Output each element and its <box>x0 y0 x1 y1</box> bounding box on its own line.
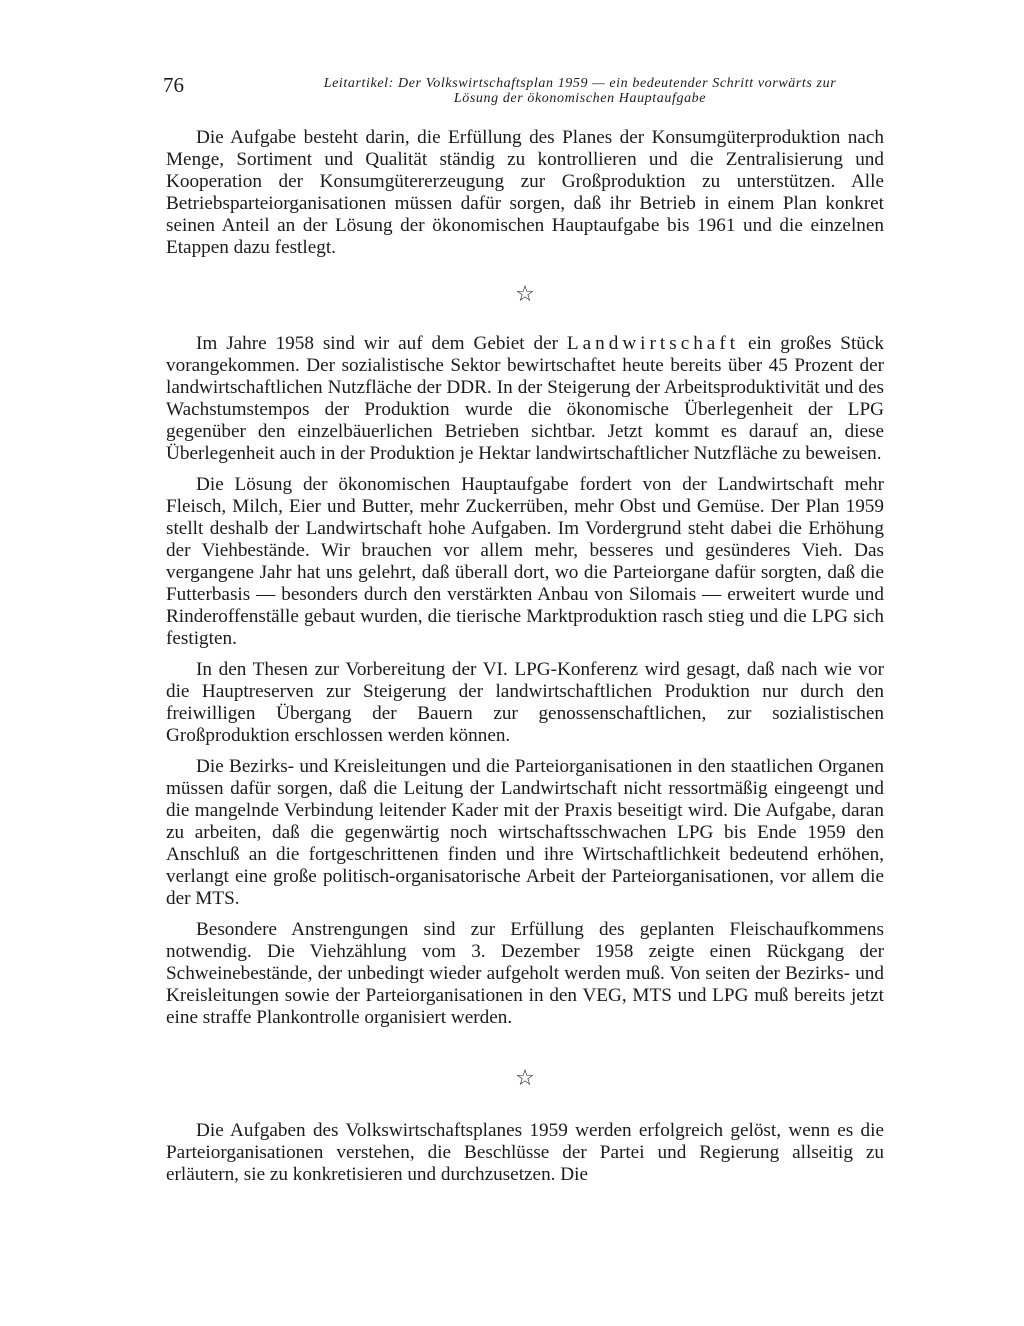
page-number: 76 <box>163 73 184 97</box>
running-head-line-1: Leitartikel: Der Volkswirtschaftsplan 1959 — ein bedeutender Schritt vorwärts zur <box>323 76 837 91</box>
section-agriculture <box>166 333 884 1038</box>
star-divider-icon: ☆ <box>515 1066 535 1091</box>
section-consumer-goods <box>166 127 884 268</box>
paragraph: Die Aufgabe besteht darin, die Erfüllung des Planes der Konsumgüterproduktion nach Menge, Sortiment und Qualität ständig zu kontrollieren und die Zentralisierung und Kooperation der Konsumgütererzeugung zur Großproduktion zu unterstützen. Alle Betriebsparteiorganisationen müssen dafür sorgen, daß ihr Betrieb in einem Plan konkret seinen Anteil an der Lösung der ökonomischen Hauptaufgabe bis 1961 und die einzelnen Etappen dazu festlegt. <box>166 127 884 258</box>
paragraph: In den Thesen zur Vorbereitung der VI. LPG-Konferenz wird gesagt, daß nach wie vor die Hauptreserven zur Steigerung der landwirtschaftlichen Produktion nur durch den freiwilligen Übergang der Bauern zur genossenschaftlichen, zur sozialistischen Großproduktion erschlossen werden können. <box>166 659 884 746</box>
paragraph: Die Bezirks- und Kreisleitungen und die Parteiorganisationen in den staatlichen Organen müssen dafür sorgen, daß die Leitung der Landwirtschaft nicht ressortmäßig eingeengt und die mangelnde Verbindung leitender Kader mit der Praxis beseitigt wird. Die Aufgabe, daran zu arbeiten, daß die gegenwärtig noch wirtschaftsschwachen LPG bis Ende 1959 den Anschluß an die fortgeschrittenen finden und ihre Wirtschaftlichkeit bedeutend erhöhen, verlangt eine große politisch-organisatorische Arbeit der Parteiorganisationen, vor allem die der MTS. <box>166 756 884 909</box>
running-head-line-2: Lösung der ökonomischen Hauptaufgabe <box>453 91 707 106</box>
paragraph: Die Lösung der ökonomischen Hauptaufgabe fordert von der Landwirtschaft mehr Fleisch, Milch, Eier und Butter, mehr Zuckerrüben, mehr Obst und Gemüse. Der Plan 1959 stellt deshalb der Landwirtschaft hohe Aufgaben. Im Vordergrund steht dabei die Erhöhung der Viehbestände. Wir brauchen vor allem mehr, besseres und gesünderes Vieh. Das vergangene Jahr hat uns gelehrt, daß überall dort, wo die Parteiorgane dafür sorgten, daß die Futterbasis — besonders durch den verstärkten Anbau von Silomais — erweitert wurde und Rinderoffenställe gebaut wurden, die tierische Marktproduktion rasch stieg und die LPG sich festigten. <box>166 474 884 649</box>
paragraph: Die Aufgaben des Volkswirtschaftsplanes 1959 werden erfolgreich gelöst, wenn es die Parteiorganisationen verstehen, die Beschlüsse der Partei und Regierung allseitig zu erläutern, sie zu konkretisieren und durchzusetzen. Die <box>166 1120 884 1185</box>
section-conclusion <box>166 1120 884 1195</box>
emphasized-keyword: Landwirtschaft <box>566 333 740 354</box>
paragraph <box>166 333 884 465</box>
paragraph-text: ein großes Stück vorangekommen. Der sozialistische Sektor bewirtschaftet heute bereits über 45 Prozent der landwirtschaftlichen Nutzfläche der DDR. In der Steigerung der Arbeitsproduktivität und des Wachstumstempos der Produktion wurde die ökonomische Überlegenheit der LPG gegenüber den einzelbäuerlichen Betrieben sichtbar. Jetzt kommt es darauf an, diese Überlegenheit auch in der Produktion je Hektar landwirtschaftlicher Nutzfläche zu beweisen. <box>166 333 885 464</box>
star-divider-icon: ☆ <box>515 282 535 307</box>
paragraph: Besondere Anstrengungen sind zur Erfüllung des geplanten Fleischaufkommens notwendig. Die Viehzählung vom 3. Dezember 1958 zeigte einen Rückgang der Schweinebestände, der unbedingt wieder aufgeholt werden muß. Von seiten der Bezirks- und Kreisleitungen sowie der Parteiorganisationen in den VEG, MTS und LPG muß bereits jetzt eine straffe Plankontrolle organisiert werden. <box>166 919 884 1028</box>
running-head <box>250 76 910 106</box>
paragraph-text: Im Jahre 1958 sind wir auf dem Gebiet der <box>196 333 558 354</box>
